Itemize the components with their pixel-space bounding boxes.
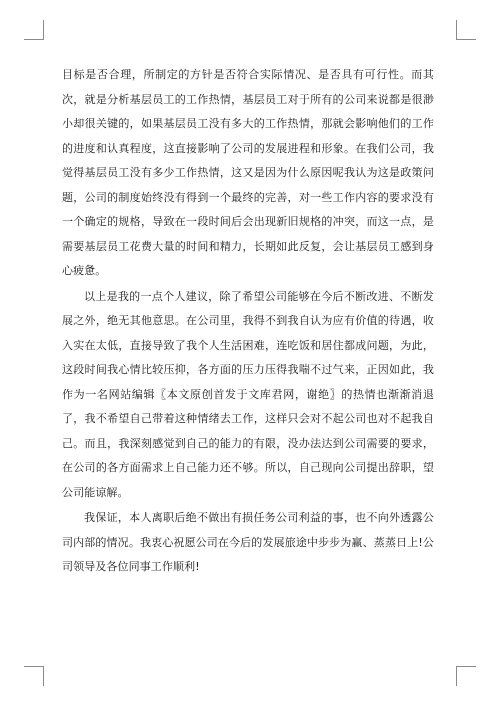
crop-mark-bottom-left	[24, 666, 44, 686]
crop-mark-top-right	[456, 20, 476, 40]
paragraph-personal-suggestion: 以上是我的一点个人建议，除了希望公司能够在今后不断改进、不断发展之外，绝无其他意思。在公司里，我得不到我自认为应有价值的待遇，收入实在太低，直接导致了我个人生活困难，连吃饭和居住都成问题，为此，这段时间我心情比较压抑，各方面的压力压得我喘不过气来，正因如此，我作为一名网站编辑〖本文原创首发于文库君网，谢绝〗的热情也渐渐消退了，我不希望自己带着这种情绪去工作，这样只会对不起公司也对不起我自己。而且，我深刻感觉到自己的能力的有限，没办法达到公司需要的要求，在公司的各方面需求上自己能力还不够。所以，自己现向公司提出辞职，望公司能谅解。	[62, 289, 434, 499]
document-body	[62, 63, 434, 580]
paragraph-continuation: 目标是否合理，所制定的方针是否符合实际情况、是否具有可行性。而其次，就是分析基层员工的工作热情，基层员工对于所有的公司来说都是很渺小却很关键的，如果基层员工没有多大的工作热情，那就会影响他们的工作的进度和认真程度，这直接影响了公司的发展进程和形象。在我们公司，我觉得基层员工没有多少工作热情，这又是因为什么原因呢我认为这是政策问题，公司的制度始终没有得到一个最终的完善，对一些工作内容的要求没有一个确定的规格，导致在一段时间后会出现新旧规格的冲突，而这一点，是需要基层员工花费大量的时间和精力，长期如此反复，会让基层员工感到身心疲惫。	[62, 68, 434, 277]
crop-mark-top-left	[24, 20, 44, 40]
paragraph-guarantee: 我保证，本人离职后绝不做出有损任务公司利益的事，也不向外透露公司内部的情况。我衷心祝愿公司在今后的发展旅途中步步为赢、蒸蒸日上!公司领导及各位同事工作顺利!	[62, 511, 434, 573]
crop-mark-bottom-right	[456, 666, 476, 686]
